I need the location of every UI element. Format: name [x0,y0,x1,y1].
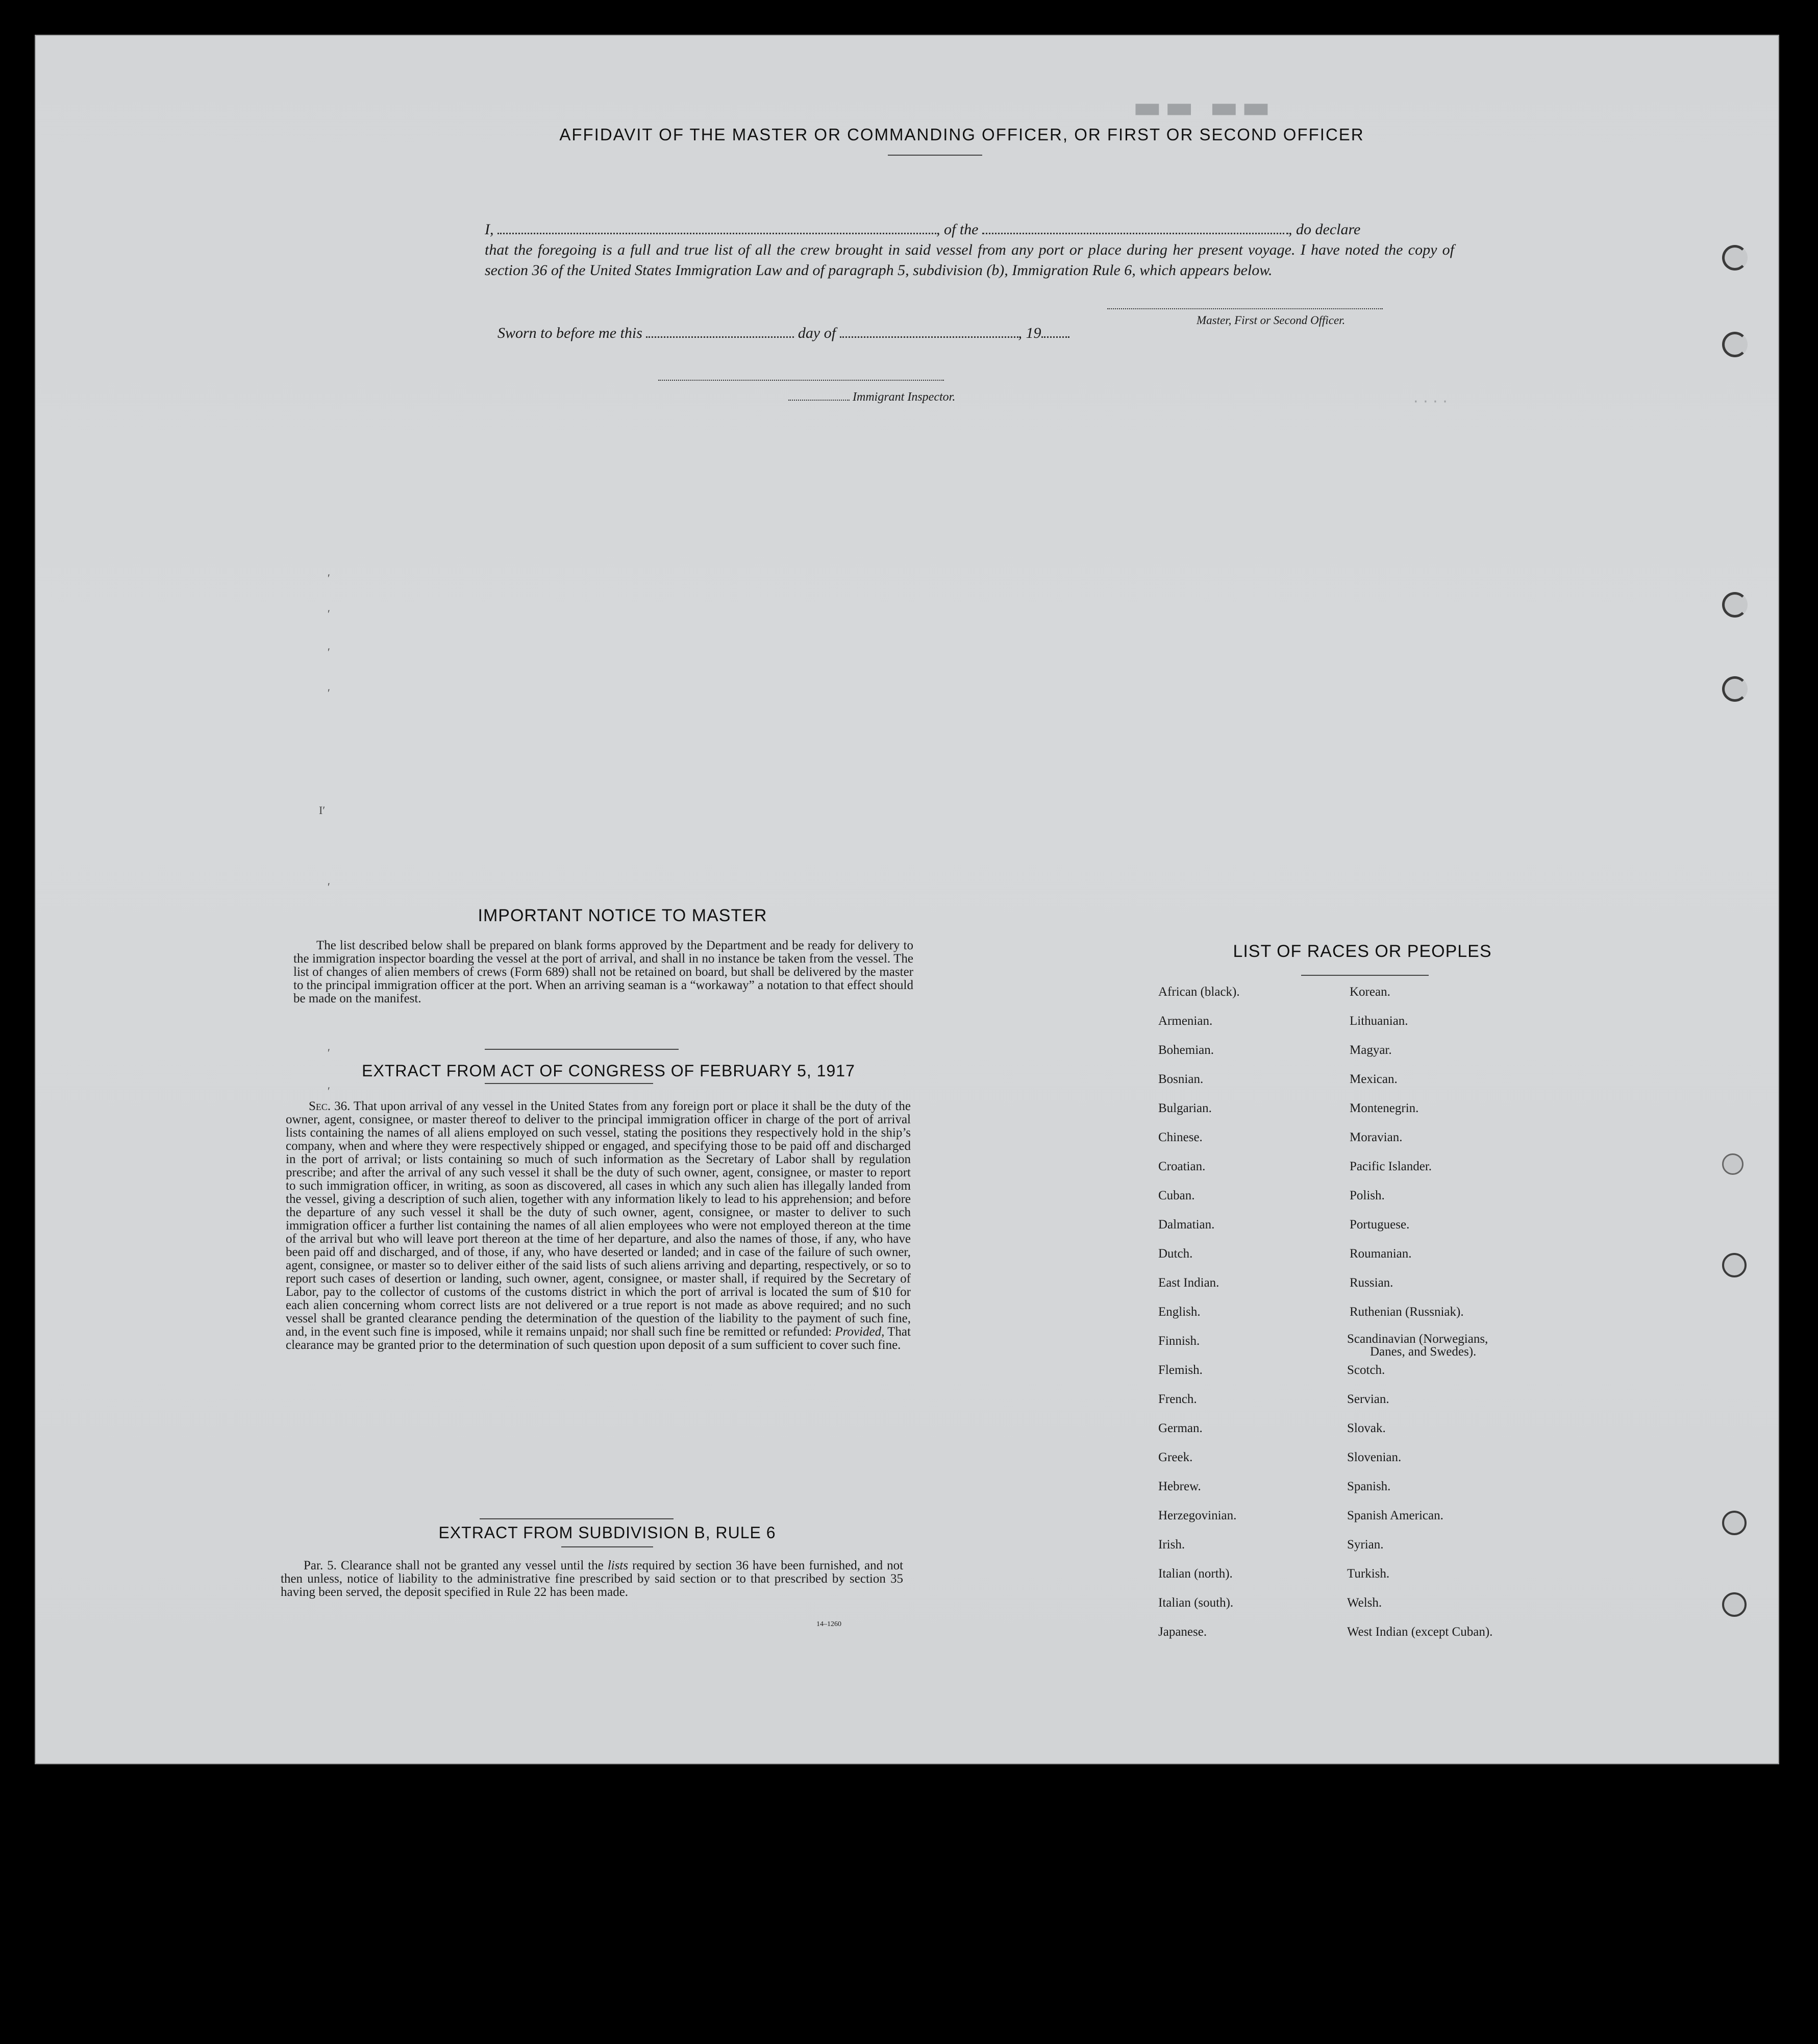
race-item: Ruthenian (Russniak). [1350,1305,1464,1319]
margin-mark: I′ [319,804,326,817]
affidavit-declaration-line [485,219,1454,240]
notice-title: IMPORTANT NOTICE TO MASTER [478,906,767,925]
race-item: Bosnian. [1158,1072,1204,1086]
margin-mark: ′ [328,1046,330,1059]
race-item: Scotch. [1347,1363,1385,1377]
race-item: Finnish. [1158,1334,1200,1348]
race-item: Spanish. [1347,1480,1391,1493]
rule-text-start: Par. 5. Clearance shall not be granted any vessel until the [304,1559,604,1572]
section-divider [485,1049,679,1050]
race-item: Chinese. [1158,1130,1203,1144]
race-item: Lithuanian. [1350,1014,1408,1028]
binder-hole-icon [1722,332,1748,357]
margin-mark: ′ [328,607,330,620]
extract-act-rule [485,1083,653,1084]
race-item: French. [1158,1392,1197,1406]
rule-text-end: required by section 36 have been furnished, and not then unless, notice of liability to the administrative fine prescribed by said section or to that prescribed by section 35 having been served, the deposit specified in Rule 22 has been made. [281,1559,904,1599]
race-item: German. [1158,1421,1203,1435]
race-item: Servian. [1347,1392,1389,1406]
inspector-signature-blank [658,367,944,381]
binder-hole-icon [1722,1153,1744,1175]
race-item: Armenian. [1158,1014,1213,1028]
race-item: Russian. [1350,1276,1393,1290]
race-item: Mexican. [1350,1072,1398,1086]
inspector-name-blank [788,390,850,401]
bleed-through-mark: ▬▬ ▬▬ [1133,89,1274,125]
inspector-label: Immigrant Inspector. [853,390,956,404]
race-item: Hebrew. [1158,1480,1201,1493]
binder-hole-icon [1722,592,1748,618]
inspector-line [788,390,955,404]
race-item: Moravian. [1350,1130,1403,1144]
sworn-day-blank [646,324,794,338]
race-item: Roumanian. [1350,1247,1412,1261]
form-number: 14–1260 [816,1620,841,1628]
race-item: Bohemian. [1158,1043,1214,1057]
margin-mark: ′ [328,686,330,699]
race-item: West Indian (except Cuban). [1347,1625,1493,1639]
affidavit-i: I, [485,221,494,238]
sworn-line [497,324,1069,342]
extract-act-title: EXTRACT FROM ACT OF CONGRESS OF FEBRUARY 5, 1917 [362,1062,855,1080]
races-title: LIST OF RACES OR PEOPLES [1233,942,1492,961]
form-page [36,36,1778,1763]
race-item: Flemish. [1158,1363,1203,1377]
race-item: Italian (south). [1158,1596,1234,1610]
binder-hole-icon [1722,1511,1747,1535]
vessel-blank [982,220,1288,234]
race-item: Magyar. [1350,1043,1392,1057]
sworn-prefix: Sworn to before me this [497,325,642,341]
extract-rule-title: EXTRACT FROM SUBDIVISION B, RULE 6 [438,1523,776,1542]
affidavit-do-declare: , do declare [1288,221,1361,238]
margin-mark: ′ [328,880,330,893]
binder-hole-icon [1722,676,1748,702]
provided-label: Provided, [835,1325,885,1339]
race-item: Montenegrin. [1350,1101,1419,1115]
race-item: Cuban. [1158,1189,1195,1202]
margin-mark: ′ [328,646,330,658]
race-item: Polish. [1350,1189,1385,1202]
margin-mark: ′ [328,572,330,584]
provided-text: That clearance may be granted prior to the determination of such question upon deposit of a sum sufficient to cover such fine. [286,1325,911,1352]
section-divider [480,1518,674,1519]
notice-text: The list described below shall be prepared on blank forms approved by the Department and be ready for delivery to the immigration inspector boarding the vessel at the port of arrival, and shall in no instance be taken from the vessel. The list of changes of alien members of crews (Form 689) shall not be retained on board, but shall be delivered by the master to the principal immigration officer at the port. When an arriving seaman is a “workaway” a notation to that effect should be made on the manifest. [293,939,913,1005]
bleed-through-mark: · · · · [1413,393,1448,411]
binder-hole-icon [1722,1253,1747,1277]
race-item: Danes, and Swedes). [1370,1345,1477,1359]
race-item: Welsh. [1347,1596,1382,1610]
binder-hole-icon [1722,1592,1747,1617]
race-item: African (black). [1158,985,1240,999]
race-item: English. [1158,1305,1201,1319]
race-item: Spanish American. [1347,1509,1443,1522]
extract-rule-rule [561,1546,653,1547]
race-item: Dutch. [1158,1247,1193,1261]
sworn-year-blank [1041,324,1069,338]
race-item: Slovak. [1347,1421,1386,1435]
master-signature-blank [1107,296,1383,309]
race-item: Korean. [1350,985,1390,999]
races-title-rule [1301,975,1429,976]
binder-hole-icon [1722,245,1748,270]
section-36-text: That upon arrival of any vessel in the United States from any foreign port or place it shall be the duty of the owner, agent, consignee, or master thereof to deliver to the principal immigration officer in charge of the port of arrival lists containing the names of all aliens employed on such vessel, stating the positions they respectively hold in the ship’s company, when and where they were respectively shipped or engaged, and specifying those to be paid off and discharged in the port of arrival; or lists containing so much of such information as the Secretary of Labor shall by regulation prescribe; and after the arrival of any such vessel it shall be the duty of such owner, agent, consignee, or master to report to such immigration officer, in writing, as soon as discovered, all cases in which any such alien has illegally landed from the vessel, giving a description of such alien, together with any information likely to lead to his apprehension; and before the departure of any such vessel it shall be the duty of such owner, agent, consignee, or master to deliver to such immigration officer a further list containing the names of all alien employees who were not employed thereon at the time of the arrival but who will leave port thereon at the time of her departure, and also the names of those, if any, who have been paid off and discharged, and of those, if any, who have deserted or landed; and in case of the failure of such owner, agent, consignee, or master so to deliver either of the said lists of such aliens arriving and departing, respectively, or so to report such cases of desertion or landing, such owner, agent, consignee, or master shall, if required by the Secretary of Labor, pay to the collector of customs of the customs district in which the port of arrival is located the sum of $10 for each alien concerning whom correct lists are not delivered or a true report is not made as above required; and no such vessel shall be granted clearance pending the determination of the question of the liability to the payment of such fine, and, in the event such fine is imposed, while it remains unpaid; nor shall such fine be remitted or refunded: [286,1099,911,1339]
race-item: Scandinavian (Norwegians, [1347,1332,1488,1346]
race-item: Dalmatian. [1158,1218,1215,1232]
affidavit-of-the: , of the [936,221,979,238]
race-item: Croatian. [1158,1160,1206,1173]
race-item: East Indian. [1158,1276,1219,1290]
master-signature-label: Master, First or Second Officer. [1197,314,1346,327]
affidavit-title-rule [888,155,982,156]
sworn-year: , 19 [1018,325,1041,341]
rule-text-lists: lists [607,1559,629,1572]
affidavit-title: AFFIDAVIT OF THE MASTER OR COMMANDING OFFICER, OR FIRST OR SECOND OFFICER [559,125,1364,144]
sworn-day-of: day of [798,325,836,341]
race-item: Slovenian. [1347,1450,1402,1464]
race-item: Japanese. [1158,1625,1207,1639]
race-item: Portuguese. [1350,1218,1410,1232]
race-item: Bulgarian. [1158,1101,1212,1115]
race-item: Italian (north). [1158,1567,1233,1581]
affidavit-statement [485,219,1454,281]
section-label: Sec. 36. [309,1099,351,1113]
race-item: Syrian. [1347,1538,1384,1552]
race-item: Pacific Islander. [1350,1160,1432,1173]
race-item: Irish. [1158,1538,1185,1552]
race-item: Greek. [1158,1450,1193,1464]
name-blank [497,220,936,234]
extract-act-text [286,1100,911,1352]
race-item: Herzegovinian. [1158,1509,1237,1522]
race-item: Turkish. [1347,1567,1390,1581]
margin-mark: ′ [328,1085,330,1097]
affidavit-body-text: that the foregoing is a full and true list of all the crew brought in said vessel from any port or place during her present voyage. I have noted the copy of section 36 of the United States Immigration Law and of paragraph 5, subdivision (b), Immigration Rule 6, which appears below. [485,241,1454,279]
extract-rule-text [281,1559,903,1599]
sworn-month-blank [840,324,1018,338]
